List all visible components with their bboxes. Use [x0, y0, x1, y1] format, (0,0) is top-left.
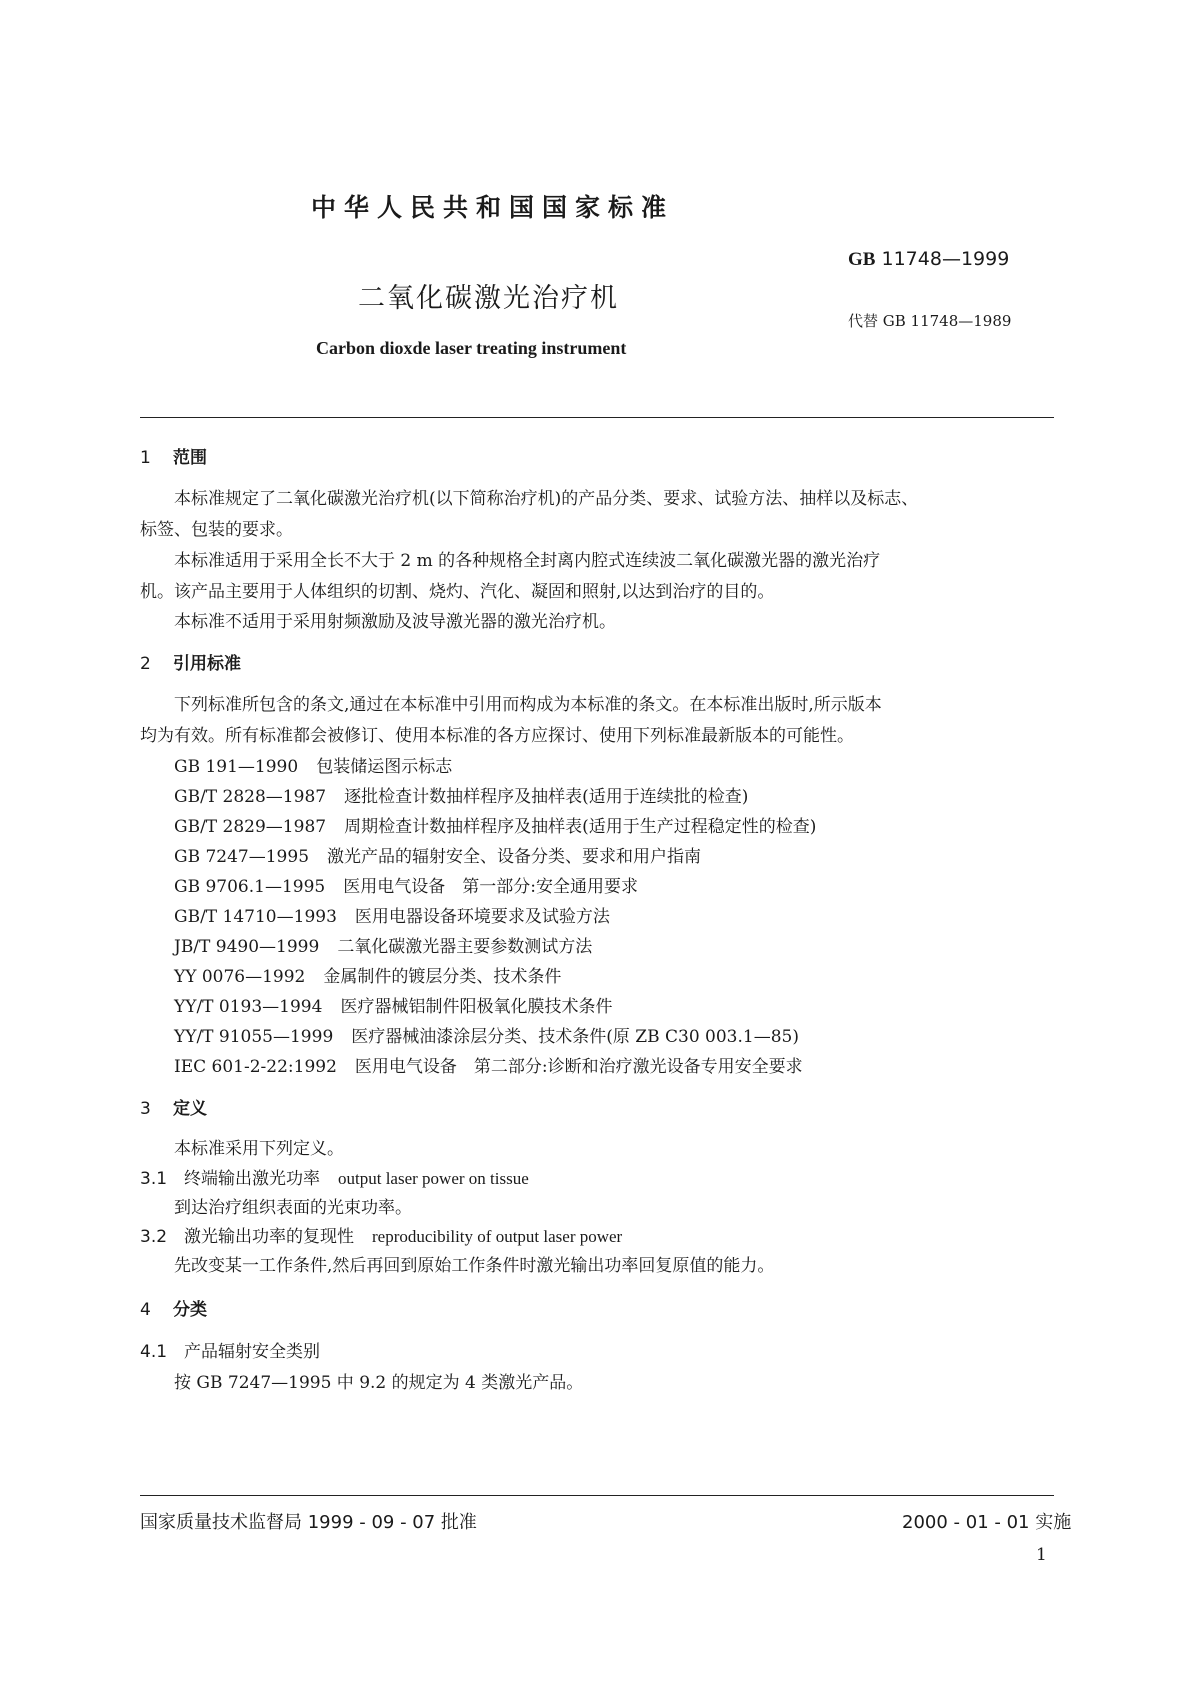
- reference-item: [174, 1052, 803, 1077]
- header-divider: [140, 417, 1054, 418]
- paragraph: 均为有效。所有标准都会被修订、使用本标准的各方应探讨、使用下列标准最新版本的可能性。: [140, 726, 854, 746]
- reference-code: YY 0076—1992: [174, 967, 306, 987]
- term-en: reproducibility of output laser power: [372, 1227, 623, 1246]
- paragraph: 机。该产品主要用于人体组织的切割、烧灼、汽化、凝固和照射,以达到治疗的目的。: [140, 582, 775, 602]
- paragraph: 本标准规定了二氧化碳激光治疗机(以下简称治疗机)的产品分类、要求、试验方法、抽样以及标志、: [174, 489, 919, 509]
- definition-3-1: [140, 1164, 529, 1189]
- section-1-heading: [140, 443, 207, 468]
- document-title-cn: 二氧化碳激光治疗机: [358, 283, 619, 314]
- section-2-heading: [140, 649, 241, 674]
- section-title: 定义: [173, 1099, 207, 1119]
- reference-title: 金属制件的镀层分类、技术条件: [323, 967, 562, 987]
- term-cn: 终端输出激光功率: [184, 1169, 320, 1189]
- paragraph: 本标准采用下列定义。: [174, 1139, 344, 1159]
- reference-item: [174, 932, 592, 957]
- approval-line: 国家质量技术监督局 1999 - 09 - 07 批准: [140, 1512, 477, 1533]
- effective-date: 2000 - 01 - 01 实施: [902, 1512, 1072, 1533]
- reference-item: [174, 872, 638, 897]
- clause-4-1: [140, 1337, 320, 1362]
- footer-divider: [140, 1495, 1054, 1496]
- paragraph: 按 GB 7247—1995 中 9.2 的规定为 4 类激光产品。: [174, 1373, 584, 1393]
- reference-title: 包装储运图示标志: [316, 757, 453, 777]
- clause-number: 3.2: [140, 1227, 168, 1247]
- reference-title: 二氧化碳激光器主要参数测试方法: [337, 937, 593, 957]
- section-number: 1: [140, 448, 151, 468]
- definition-3-2: [140, 1222, 622, 1247]
- reference-code: GB/T 2829—1987: [174, 817, 327, 837]
- term-en: output laser power on tissue: [338, 1169, 529, 1188]
- reference-title: 医疗器械油漆涂层分类、技术条件(原 ZB C30 003.1—85): [351, 1027, 799, 1047]
- reference-item: [174, 902, 610, 927]
- reference-title: 周期检查计数抽样程序及抽样表(适用于生产过程稳定性的检查): [344, 817, 817, 837]
- paragraph: 标签、包装的要求。: [140, 520, 293, 540]
- reference-item: [174, 1022, 799, 1047]
- reference-item: [174, 962, 561, 987]
- section-title: 范围: [173, 448, 207, 468]
- reference-title: 医用电气设备 第二部分:诊断和治疗激光设备专用安全要求: [354, 1057, 803, 1077]
- section-number: 3: [140, 1099, 151, 1119]
- reference-code: YY/T 0193—1994: [174, 997, 323, 1017]
- definition-text: 先改变某一工作条件,然后再回到原始工作条件时激光输出功率回复原值的能力。: [174, 1256, 775, 1276]
- section-4-heading: [140, 1295, 207, 1320]
- national-standard-title: 中华人民共和国国家标准: [311, 193, 675, 222]
- section-number: 2: [140, 654, 151, 674]
- reference-title: 医用电气设备 第一部分:安全通用要求: [343, 877, 638, 897]
- clause-number: 3.1: [140, 1169, 168, 1189]
- reference-title: 医用电器设备环境要求及试验方法: [354, 907, 610, 927]
- reference-code: YY/T 91055—1999: [174, 1027, 334, 1047]
- paragraph: 本标准适用于采用全长不大于 2 m 的各种规格全封离内腔式连续波二氧化碳激光器的激光治疗: [174, 551, 881, 571]
- reference-item: [174, 992, 612, 1017]
- clause-title: 产品辐射安全类别: [184, 1342, 320, 1362]
- clause-number: 4.1: [140, 1342, 168, 1362]
- reference-item: [174, 782, 748, 807]
- page-number: 1: [1036, 1545, 1047, 1565]
- reference-code: GB 9706.1—1995: [174, 877, 326, 897]
- term-cn: 激光输出功率的复现性: [184, 1227, 354, 1247]
- reference-code: GB 191—1990: [174, 757, 299, 777]
- reference-title: 医疗器械铝制件阳极氧化膜技术条件: [340, 997, 613, 1017]
- section-title: 分类: [173, 1300, 207, 1320]
- reference-code: GB/T 14710—1993: [174, 907, 337, 927]
- definition-text: 到达治疗组织表面的光束功率。: [174, 1198, 412, 1218]
- section-title: 引用标准: [173, 654, 241, 674]
- document-title-en: Carbon dioxde laser treating instrument: [316, 338, 627, 358]
- reference-code: JB/T 9490—1999: [174, 937, 320, 957]
- standard-number-value: 11748—1999: [881, 248, 1010, 270]
- reference-item: [174, 752, 452, 777]
- section-number: 4: [140, 1300, 151, 1320]
- paragraph: 本标准不适用于采用射频激励及波导激光器的激光治疗机。: [174, 612, 616, 632]
- standard-prefix: GB: [848, 249, 876, 270]
- reference-code: GB 7247—1995: [174, 847, 310, 867]
- reference-code: IEC 601-2-22:1992: [174, 1057, 337, 1077]
- reference-item: [174, 812, 816, 837]
- reference-item: [174, 842, 701, 867]
- reference-title: 激光产品的辐射安全、设备分类、要求和用户指南: [327, 847, 702, 867]
- standard-number: [848, 248, 1009, 271]
- paragraph: 下列标准所包含的条文,通过在本标准中引用而构成为本标准的条文。在本标准出版时,所示版本: [174, 695, 882, 715]
- replaces-standard: 代替 GB 11748—1989: [848, 312, 1012, 330]
- reference-code: GB/T 2828—1987: [174, 787, 327, 807]
- reference-title: 逐批检查计数抽样程序及抽样表(适用于连续批的检查): [344, 787, 749, 807]
- section-3-heading: [140, 1094, 207, 1119]
